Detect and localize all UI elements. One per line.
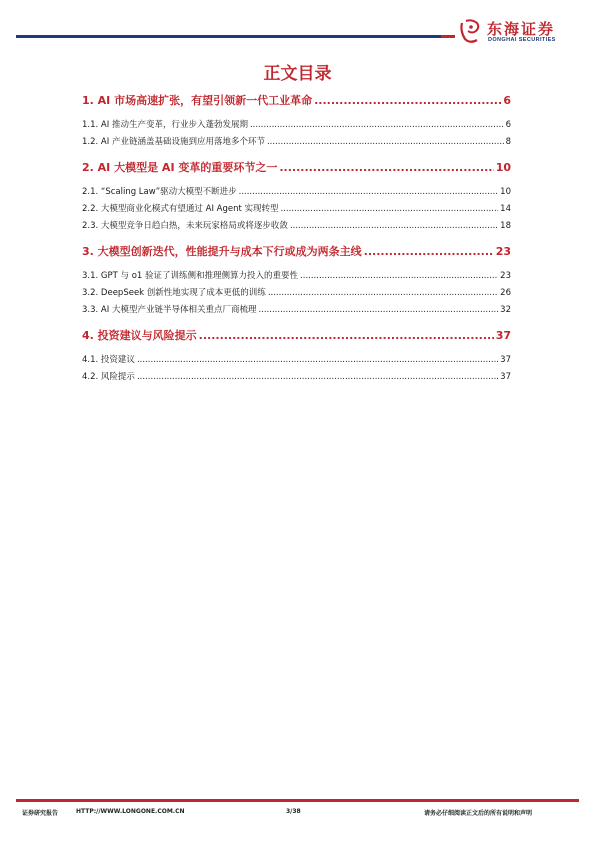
toc-dot-leader [268,285,498,302]
toc-dot-leader [279,157,493,178]
toc-subsection-entry[interactable] [82,184,511,201]
toc-entry-title: 1. AI 市场高速扩张，有望引领新一代工业革命 [82,94,313,107]
toc-dot-leader [239,184,499,201]
toc-entry-title: 1.2. AI 产业链涵盖基础设施到应用落地多个环节 [82,137,265,147]
toc-dot-leader [137,352,498,369]
toc-subsection-entry[interactable] [82,268,511,285]
toc-page-number: 6 [505,120,511,130]
toc-entry-title: 3.1. GPT 与 o1 验证了训练侧和推理侧算力投入的重要性 [82,271,299,281]
toc-subsection-entry[interactable] [82,352,511,369]
logo-english-name: DONGHAI SECURITIES [488,37,556,43]
toc-page-number: 37 [495,329,511,342]
donghai-logo-mark-icon [457,17,483,45]
toc-dot-leader [281,201,499,218]
toc-subsection-entry[interactable] [82,201,511,218]
toc-page-number: 26 [500,288,511,298]
toc-entry-title: 2.1. “Scaling Law”驱动大模型不断进步 [82,187,237,197]
footer-url[interactable]: HTTP://WWW.LONGONE.COM.CN [76,808,185,815]
toc-section-entry[interactable] [82,325,511,346]
toc-dot-leader [300,268,498,285]
toc-section-entry[interactable] [82,157,511,178]
header-rule-blue [16,35,441,38]
footer-page-number: 3/38 [286,808,301,815]
toc-section-entry[interactable] [82,90,511,111]
toc-page-number: 23 [495,245,511,258]
toc-page-number: 37 [500,372,511,382]
page-title: 正文目录 [263,64,332,84]
toc-subsection-entry[interactable] [82,134,511,151]
toc-page-number: 18 [500,221,511,231]
toc-entry-title: 3.2. DeepSeek 创新性地实现了成本更低的训练 [82,288,266,298]
toc-dot-leader [290,218,498,235]
company-logo [455,14,580,48]
toc-dot-leader [199,325,494,346]
toc-page-number: 10 [500,187,511,197]
footer-rule [16,799,579,802]
toc-subsection-entry[interactable] [82,218,511,235]
footer-report-type: 证券研究报告 [22,810,59,817]
toc-subsection-entry[interactable] [82,117,511,134]
toc-page-number: 6 [503,94,511,107]
toc-dot-leader [258,302,498,319]
toc-dot-leader [267,134,504,151]
toc-dot-leader [314,90,501,111]
toc-entry-title: 4.1. 投资建议 [82,355,135,365]
toc-spacer [82,386,511,392]
toc-page-number: 8 [505,137,511,147]
logo-chinese-name: 东海证券 [487,20,556,38]
toc-page-number: 23 [500,271,511,281]
toc-entry-title: 1.1. AI 推动生产变革，行业步入蓬勃发展期 [82,120,248,130]
footer-disclaimer: 请务必仔细阅读正文后的所有说明和声明 [424,810,533,817]
table-of-contents [82,90,511,392]
toc-page-number: 14 [500,204,511,214]
toc-entry-title: 4.2. 风险提示 [82,372,135,382]
toc-subsection-entry[interactable] [82,285,511,302]
toc-entry-title: 3.3. AI 大模型产业链半导体相关重点厂商梳理 [82,305,257,315]
toc-section-entry[interactable] [82,241,511,262]
toc-dot-leader [250,117,504,134]
toc-dot-leader [364,241,494,262]
toc-entry-title: 2.2. 大模型商业化模式有望通过 AI Agent 实现转型 [82,204,279,214]
toc-page-number: 10 [495,161,511,174]
toc-page-number: 32 [500,305,511,315]
toc-entry-title: 3. 大模型创新迭代，性能提升与成本下行或成为两条主线 [82,245,362,258]
toc-page-number: 37 [500,355,511,365]
toc-entry-title: 4. 投资建议与风险提示 [82,329,197,342]
toc-dot-leader [137,369,498,386]
toc-subsection-entry[interactable] [82,302,511,319]
toc-entry-title: 2. AI 大模型是 AI 变革的重要环节之一 [82,161,278,174]
toc-entry-title: 2.3. 大模型竞争日趋白热，未来玩家格局或将逐步收敛 [82,221,288,231]
toc-subsection-entry[interactable] [82,369,511,386]
